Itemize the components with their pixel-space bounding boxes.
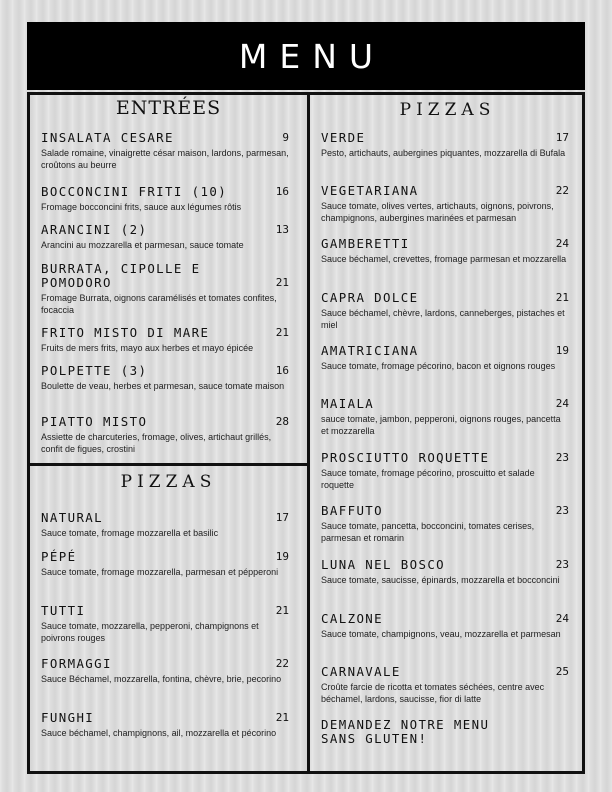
item-price: 21 [275, 276, 289, 289]
menu-title-banner [27, 22, 585, 90]
menu-item [321, 344, 569, 397]
item-price: 22 [275, 657, 289, 670]
item-price: 19 [275, 550, 289, 563]
menu-item [41, 262, 289, 326]
item-name: FORMAGGI [41, 656, 112, 671]
item-description: Fromage Burrata, oignons caramélisés et tomates confites, focaccia [41, 293, 277, 315]
item-price: 24 [555, 237, 569, 250]
item-name: PIATTO MISTO [41, 414, 148, 429]
menu-item [321, 665, 569, 718]
item-name: BURRATA, CIPOLLE E POMODORO [41, 261, 201, 290]
item-name: FUNGHI [41, 710, 95, 725]
item-price: 21 [275, 711, 289, 724]
menu-item [41, 550, 289, 604]
item-price: 9 [282, 131, 289, 144]
item-name: VEGETARIANA [321, 183, 419, 198]
item-description: Sauce Béchamel, mozzarella, fontina, chèvre, brie, pecorino [41, 674, 282, 684]
item-description: Fromage bocconcini frits, sauce aux légumes rôtis [41, 202, 242, 212]
gluten-free-note [321, 718, 569, 746]
item-price: 22 [555, 184, 569, 197]
item-price: 28 [275, 415, 289, 428]
menu-item [41, 711, 289, 739]
item-name: BOCCONCINI FRITI (10) [41, 184, 228, 199]
menu-item [321, 184, 569, 237]
item-price: 21 [275, 326, 289, 339]
menu-item [41, 511, 289, 550]
item-description: Sauce béchamel, champignons, ail, mozzarella et pécorino [41, 728, 277, 738]
item-name: BAFFUTO [321, 503, 384, 518]
menu-item [321, 451, 569, 504]
menu-item [321, 612, 569, 665]
item-price: 17 [555, 131, 569, 144]
menu-item [321, 237, 569, 291]
item-name: AMATRICIANA [321, 343, 419, 358]
menu-item [41, 415, 289, 455]
item-description: Fruits de mers frits, mayo aux herbes et mayo épicée [41, 343, 254, 353]
item-description: Sauce tomate, fromage mozzarella et basilic [41, 528, 219, 538]
item-description: Sauce tomate, olives vertes, artichauts, oignons, poivrons, champignons, aubergines marinées et parmesan [321, 201, 554, 223]
menu-item [41, 131, 289, 185]
menu-item [41, 185, 289, 223]
item-name: MAIALA [321, 396, 375, 411]
item-name: CALZONE [321, 611, 384, 626]
item-description: Arancini au mozzarella et parmesan, sauce tomate [41, 240, 244, 250]
item-name: VERDE [321, 130, 366, 145]
pizzas-right-heading: PIZZAS [399, 100, 496, 120]
pizzas-left-heading: PIZZAS [120, 472, 217, 492]
menu-item [321, 131, 569, 184]
entrees-list [41, 131, 289, 455]
item-description: Sauce tomate, fromage pécorino, bacon et oignons rouges [321, 361, 556, 371]
item-price: 16 [275, 185, 289, 198]
item-description: Sauce tomate, pancetta, bocconcini, tomates cerises, parmesan et romarin [321, 521, 535, 543]
item-description: sauce tomate, jambon, pepperoni, oignons rouges, pancetta et mozzarella [321, 414, 561, 436]
item-description: Sauce tomate, saucisse, épinards, mozzarella et bocconcini [321, 575, 560, 585]
menu-item [41, 223, 289, 262]
item-name: ARANCINI (2) [41, 222, 148, 237]
item-price: 25 [555, 665, 569, 678]
item-price: 13 [275, 223, 289, 236]
pizzas-left-list [41, 511, 289, 739]
item-name: CARNAVALE [321, 664, 401, 679]
item-name: NATURAL [41, 510, 104, 525]
item-name: CAPRA DOLCE [321, 290, 419, 305]
item-description: Sauce béchamel, crevettes, fromage parmesan et mozzarella [321, 254, 567, 264]
item-description: Sauce tomate, fromage mozzarella, parmesan et pépperoni [41, 567, 279, 577]
item-price: 23 [555, 451, 569, 464]
menu-item [321, 291, 569, 344]
item-description: Sauce tomate, champignons, veau, mozzarella et parmesan [321, 629, 561, 639]
menu-item [41, 326, 289, 364]
item-name: TUTTI [41, 603, 86, 618]
gluten-free-text: DEMANDEZ NOTRE MENU SANS GLUTEN! [321, 717, 490, 746]
item-description: Pesto, artichauts, aubergines piquantes, mozzarella di Bufala [321, 148, 566, 158]
item-name: PROSCIUTTO ROQUETTE [321, 450, 490, 465]
item-description: Sauce tomate, mozzarella, pepperoni, champignons et poivrons rouges [41, 621, 259, 643]
section-divider [27, 463, 310, 466]
item-price: 21 [555, 291, 569, 304]
item-description: Sauce tomate, fromage pécorino, proscuitto et salade roquette [321, 468, 535, 490]
item-description: Salade romaine, vinaigrette césar maison, lardons, parmesan, croûtons au beurre [41, 148, 289, 170]
menu-item [41, 604, 289, 657]
menu-item [41, 364, 289, 415]
item-price: 24 [555, 612, 569, 625]
column-divider [307, 92, 310, 774]
item-price: 24 [555, 397, 569, 410]
item-name: LUNA NEL BOSCO [321, 557, 446, 572]
item-price: 17 [275, 511, 289, 524]
item-description: Croûte farcie de ricotta et tomates séchées, centre avec béchamel, lardons, saucisse, fior di latte [321, 682, 545, 704]
item-price: 21 [275, 604, 289, 617]
menu-item [321, 397, 569, 451]
menu-item [41, 657, 289, 711]
item-price: 19 [555, 344, 569, 357]
item-price: 23 [555, 504, 569, 517]
item-description: Assiette de charcuteries, fromage, olives, artichaut grillés, confit de figues, crostini [41, 432, 272, 454]
pizzas-right-list [321, 131, 569, 746]
item-name: PÉPÉ [41, 549, 77, 564]
item-description: Boulette de veau, herbes et parmesan, sauce tomate maison [41, 381, 285, 391]
item-name: GAMBERETTI [321, 236, 410, 251]
item-name: FRITO MISTO DI MARE [41, 325, 210, 340]
item-description: Sauce béchamel, chèvre, lardons, canneberges, pistaches et miel [321, 308, 565, 330]
menu-title: MENU [238, 36, 386, 76]
item-name: INSALATA CESARE [41, 130, 174, 145]
entrees-heading: ENTRÉES [115, 97, 222, 119]
item-price: 23 [555, 558, 569, 571]
item-price: 16 [275, 364, 289, 377]
item-name: POLPETTE (3) [41, 363, 148, 378]
menu-item [321, 558, 569, 612]
menu-item [321, 504, 569, 558]
